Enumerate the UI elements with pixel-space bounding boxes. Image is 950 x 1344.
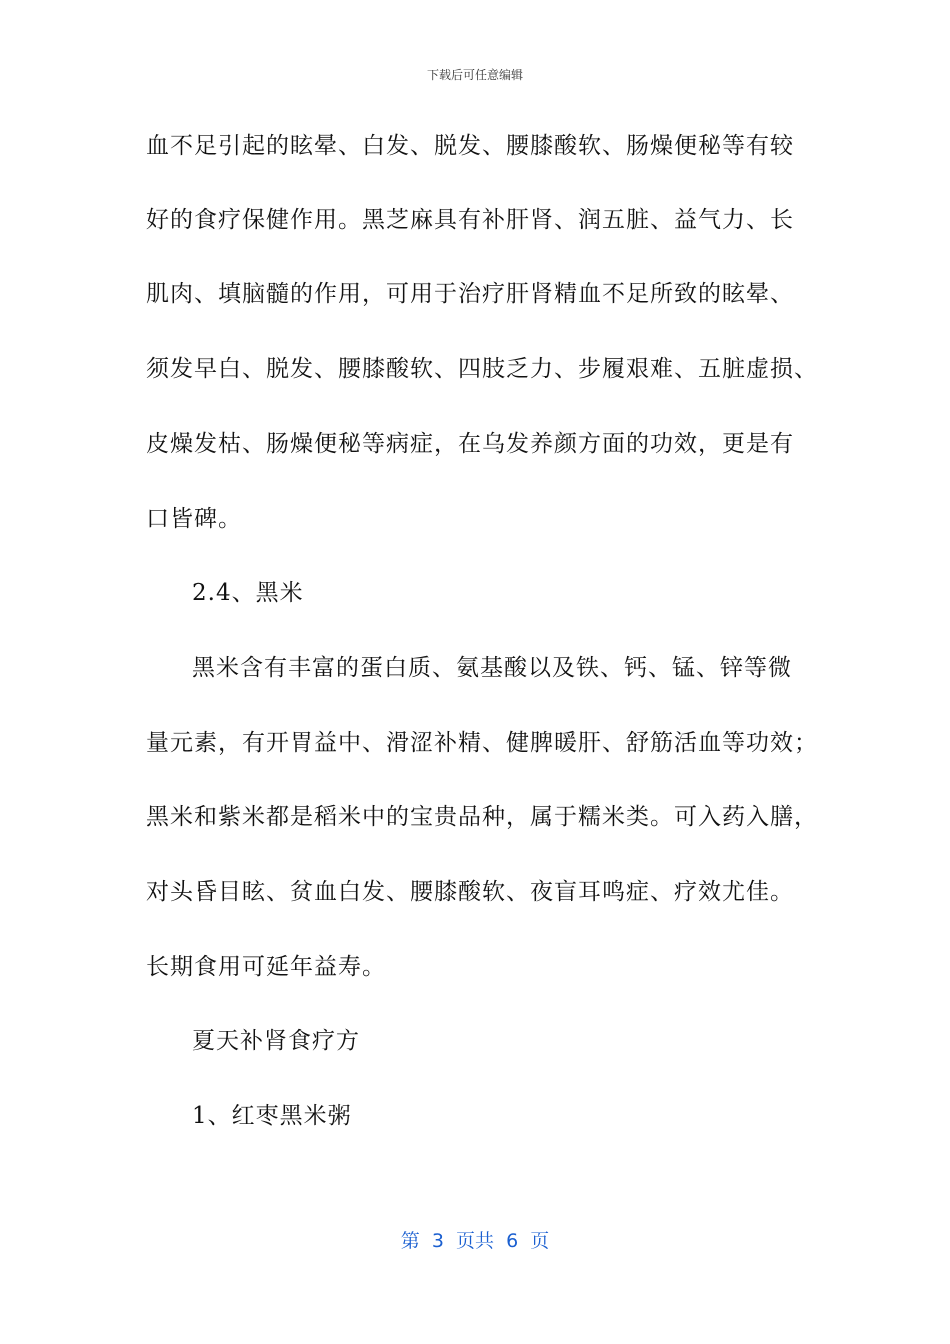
body-line: 对头昏目眩、贫血白发、腰膝酸软、夜盲耳鸣症、疗效尤佳。 — [146, 879, 794, 905]
section-heading: 1、红枣黑米粥 — [192, 1103, 352, 1129]
body-line: 黑米含有丰富的蛋白质、氨基酸以及铁、钙、锰、锌等微 — [192, 655, 792, 681]
body-line: 好的食疗保健作用。黑芝麻具有补肝肾、润五脏、益气力、长 — [146, 207, 794, 233]
page-footer: 第 3 页共 6 页 — [400, 1230, 550, 1252]
section-heading: 夏天补肾食疗方 — [192, 1028, 360, 1054]
body-line: 须发早白、脱发、腰膝酸软、四肢乏力、步履艰难、五脏虚损、 — [146, 356, 818, 382]
body-line: 皮燥发枯、肠燥便秘等病症，在乌发养颜方面的功效，更是有 — [146, 431, 794, 457]
body-line: 血不足引起的眩晕、白发、脱发、腰膝酸软、肠燥便秘等有较 — [146, 133, 794, 159]
body-line: 口皆碑。 — [146, 506, 242, 532]
body-line: 肌肉、填脑髓的作用，可用于治疗肝肾精血不足所致的眩晕、 — [146, 281, 794, 307]
page-header: 下载后可任意编辑 — [426, 68, 523, 82]
body-line: 量元素，有开胃益中、滑涩补精、健脾暖肝、舒筋活血等功效； — [146, 730, 818, 756]
body-line: 黑米和紫米都是稻米中的宝贵品种，属于糯米类。可入药入膳， — [146, 804, 818, 830]
body-line: 长期食用可延年益寿。 — [146, 954, 386, 980]
section-heading: 2.4、黑米 — [192, 580, 304, 606]
